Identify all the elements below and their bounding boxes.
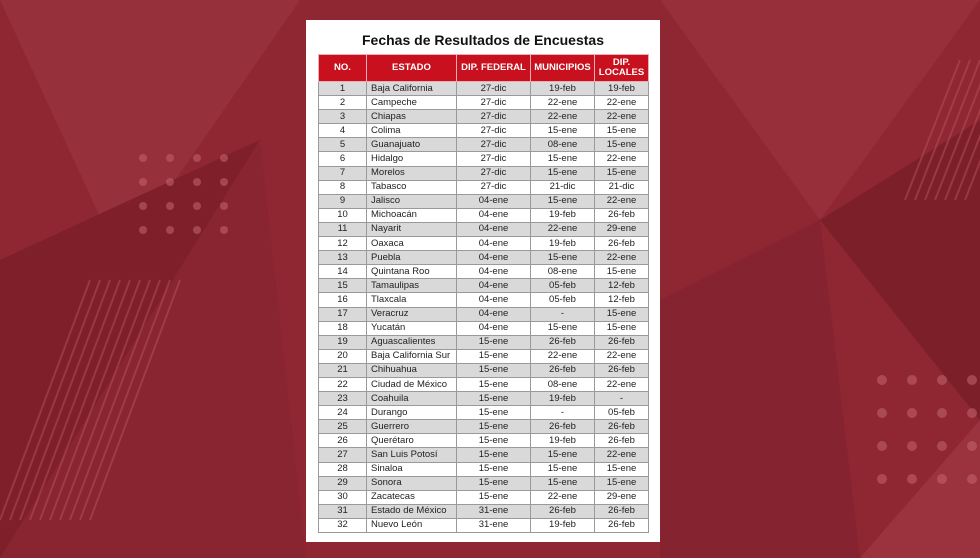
cell-dip-locales: 26-feb [595,237,649,251]
cell-dip-locales: 26-feb [595,363,649,377]
cell-dip-federal: 04-ene [457,237,531,251]
cell-municipios: 15-ene [531,124,595,138]
cell-municipios: 08-ene [531,265,595,279]
cell-municipios: 05-feb [531,293,595,307]
cell-estado: Chiapas [367,110,457,124]
cell-dip-locales: 26-feb [595,504,649,518]
cell-municipios: 26-feb [531,420,595,434]
cell-no: 28 [319,462,367,476]
cell-estado: Guanajuato [367,138,457,152]
cell-municipios: 19-feb [531,237,595,251]
cell-dip-federal: 04-ene [457,194,531,208]
table-row [319,265,649,279]
cell-no: 11 [319,222,367,236]
table-row [319,434,649,448]
table-row [319,96,649,110]
cell-dip-federal: 27-dic [457,82,531,96]
cell-estado: Baja California [367,82,457,96]
table-row [319,82,649,96]
cell-dip-federal: 04-ene [457,307,531,321]
cell-no: 18 [319,321,367,335]
table-row [319,504,649,518]
cell-dip-federal: 27-dic [457,124,531,138]
cell-no: 31 [319,504,367,518]
cell-dip-locales: - [595,392,649,406]
cell-no: 12 [319,237,367,251]
cell-dip-federal: 15-ene [457,406,531,420]
cell-no: 10 [319,208,367,222]
table-row [319,152,649,166]
cell-no: 2 [319,96,367,110]
table-row [319,518,649,532]
cell-municipios: 15-ene [531,448,595,462]
cell-municipios: 19-feb [531,208,595,222]
cell-municipios: 22-ene [531,349,595,363]
table-row [319,194,649,208]
cell-dip-locales: 22-ene [595,448,649,462]
table-row [319,363,649,377]
cell-dip-locales: 15-ene [595,307,649,321]
cell-no: 9 [319,194,367,208]
table-row [319,377,649,391]
cell-dip-locales: 26-feb [595,518,649,532]
table-row [319,392,649,406]
cell-municipios: 26-feb [531,335,595,349]
cell-no: 20 [319,349,367,363]
cell-dip-federal: 15-ene [457,377,531,391]
cell-dip-locales: 15-ene [595,265,649,279]
cell-no: 23 [319,392,367,406]
document-card [306,20,660,542]
cell-municipios: 22-ene [531,110,595,124]
cell-dip-federal: 15-ene [457,434,531,448]
cell-dip-federal: 04-ene [457,265,531,279]
table-row [319,124,649,138]
cell-municipios: 19-feb [531,392,595,406]
document-title: Fechas de Resultados de Encuestas [362,32,604,48]
cell-no: 3 [319,110,367,124]
cell-dip-locales: 12-feb [595,279,649,293]
column-header-dip-federal: DIP. FEDERAL [457,55,531,82]
cell-no: 22 [319,377,367,391]
cell-dip-locales: 22-ene [595,96,649,110]
column-header-no: NO. [319,55,367,82]
cell-municipios: 19-feb [531,434,595,448]
cell-dip-locales: 26-feb [595,335,649,349]
cell-estado: Michoacán [367,208,457,222]
cell-dip-federal: 15-ene [457,363,531,377]
cell-dip-locales: 15-ene [595,462,649,476]
table-body [319,82,649,533]
cell-estado: Oaxaca [367,237,457,251]
cell-municipios: 19-feb [531,82,595,96]
cell-dip-locales: 26-feb [595,434,649,448]
cell-estado: Puebla [367,251,457,265]
cell-estado: Tamaulipas [367,279,457,293]
cell-dip-federal: 15-ene [457,420,531,434]
table-row [319,406,649,420]
cell-dip-locales: 22-ene [595,110,649,124]
cell-estado: Aguascalientes [367,335,457,349]
cell-dip-federal: 04-ene [457,279,531,293]
cell-no: 25 [319,420,367,434]
table-row [319,110,649,124]
table-row [319,490,649,504]
cell-estado: Guerrero [367,420,457,434]
cell-no: 4 [319,124,367,138]
cell-dip-federal: 15-ene [457,462,531,476]
cell-municipios: - [531,307,595,321]
results-table [318,54,649,533]
cell-municipios: - [531,406,595,420]
cell-dip-federal: 04-ene [457,208,531,222]
cell-estado: Tlaxcala [367,293,457,307]
cell-dip-locales: 21-dic [595,180,649,194]
cell-dip-federal: 15-ene [457,476,531,490]
cell-estado: Tabasco [367,180,457,194]
cell-dip-locales: 29-ene [595,490,649,504]
table-row [319,222,649,236]
cell-dip-federal: 31-ene [457,504,531,518]
cell-dip-locales: 15-ene [595,476,649,490]
cell-dip-locales: 15-ene [595,321,649,335]
table-row [319,180,649,194]
column-header-estado: ESTADO [367,55,457,82]
table-row [319,293,649,307]
cell-no: 13 [319,251,367,265]
cell-dip-locales: 15-ene [595,124,649,138]
cell-dip-federal: 27-dic [457,180,531,194]
cell-no: 5 [319,138,367,152]
cell-dip-locales: 22-ene [595,251,649,265]
cell-municipios: 15-ene [531,152,595,166]
table-row [319,237,649,251]
cell-dip-locales: 15-ene [595,138,649,152]
cell-dip-federal: 04-ene [457,222,531,236]
cell-dip-locales: 22-ene [595,377,649,391]
cell-no: 15 [319,279,367,293]
table-row [319,279,649,293]
cell-dip-federal: 27-dic [457,152,531,166]
cell-dip-federal: 27-dic [457,166,531,180]
cell-no: 32 [319,518,367,532]
cell-municipios: 08-ene [531,377,595,391]
cell-dip-federal: 15-ene [457,448,531,462]
cell-no: 1 [319,82,367,96]
table-row [319,476,649,490]
cell-dip-federal: 15-ene [457,349,531,363]
cell-estado: Hidalgo [367,152,457,166]
cell-estado: Nuevo León [367,518,457,532]
cell-estado: Querétaro [367,434,457,448]
cell-dip-federal: 15-ene [457,392,531,406]
table-row [319,335,649,349]
column-header-dip-locales: DIP. LOCALES [595,55,649,82]
table-row [319,307,649,321]
cell-dip-locales: 22-ene [595,349,649,363]
cell-no: 19 [319,335,367,349]
cell-no: 17 [319,307,367,321]
cell-estado: Sinaloa [367,462,457,476]
cell-dip-locales: 05-feb [595,406,649,420]
cell-dip-federal: 15-ene [457,490,531,504]
table-row [319,321,649,335]
cell-no: 7 [319,166,367,180]
cell-estado: Ciudad de México [367,377,457,391]
table-row [319,208,649,222]
cell-no: 8 [319,180,367,194]
cell-dip-federal: 31-ene [457,518,531,532]
cell-municipios: 15-ene [531,251,595,265]
cell-dip-locales: 26-feb [595,420,649,434]
cell-no: 14 [319,265,367,279]
cell-no: 24 [319,406,367,420]
cell-municipios: 15-ene [531,321,595,335]
cell-estado: Veracruz [367,307,457,321]
cell-no: 29 [319,476,367,490]
cell-municipios: 22-ene [531,222,595,236]
cell-estado: Coahuila [367,392,457,406]
table-row [319,166,649,180]
cell-municipios: 21-dic [531,180,595,194]
cell-dip-locales: 19-feb [595,82,649,96]
cell-dip-locales: 15-ene [595,166,649,180]
cell-estado: Chihuahua [367,363,457,377]
cell-municipios: 26-feb [531,504,595,518]
cell-dip-federal: 27-dic [457,138,531,152]
cell-estado: Sonora [367,476,457,490]
cell-no: 6 [319,152,367,166]
cell-dip-locales: 26-feb [595,208,649,222]
cell-no: 21 [319,363,367,377]
cell-dip-locales: 29-ene [595,222,649,236]
table-row [319,251,649,265]
cell-dip-federal: 27-dic [457,96,531,110]
cell-no: 30 [319,490,367,504]
cell-estado: Durango [367,406,457,420]
cell-municipios: 22-ene [531,490,595,504]
cell-dip-federal: 27-dic [457,110,531,124]
column-header-municipios: MUNICIPIOS [531,55,595,82]
cell-municipios: 26-feb [531,363,595,377]
cell-municipios: 15-ene [531,194,595,208]
cell-estado: Estado de México [367,504,457,518]
table-row [319,420,649,434]
table-row [319,349,649,363]
cell-no: 26 [319,434,367,448]
table-row [319,448,649,462]
cell-dip-locales: 22-ene [595,194,649,208]
cell-dip-locales: 12-feb [595,293,649,307]
cell-municipios: 08-ene [531,138,595,152]
cell-estado: Nayarit [367,222,457,236]
cell-municipios: 15-ene [531,476,595,490]
cell-municipios: 05-feb [531,279,595,293]
cell-dip-federal: 15-ene [457,335,531,349]
cell-dip-federal: 04-ene [457,321,531,335]
cell-estado: Campeche [367,96,457,110]
cell-estado: Morelos [367,166,457,180]
cell-municipios: 15-ene [531,462,595,476]
cell-municipios: 15-ene [531,166,595,180]
cell-dip-federal: 04-ene [457,251,531,265]
cell-municipios: 22-ene [531,96,595,110]
cell-estado: Colima [367,124,457,138]
cell-estado: Baja California Sur [367,349,457,363]
cell-municipios: 19-feb [531,518,595,532]
cell-estado: Yucatán [367,321,457,335]
table-header [319,55,649,82]
cell-estado: Jalisco [367,194,457,208]
cell-estado: Zacatecas [367,490,457,504]
cell-dip-locales: 22-ene [595,152,649,166]
table-row [319,462,649,476]
cell-dip-federal: 04-ene [457,293,531,307]
table-row [319,138,649,152]
cell-estado: San Luis Potosí [367,448,457,462]
cell-estado: Quintana Roo [367,265,457,279]
cell-no: 16 [319,293,367,307]
cell-no: 27 [319,448,367,462]
